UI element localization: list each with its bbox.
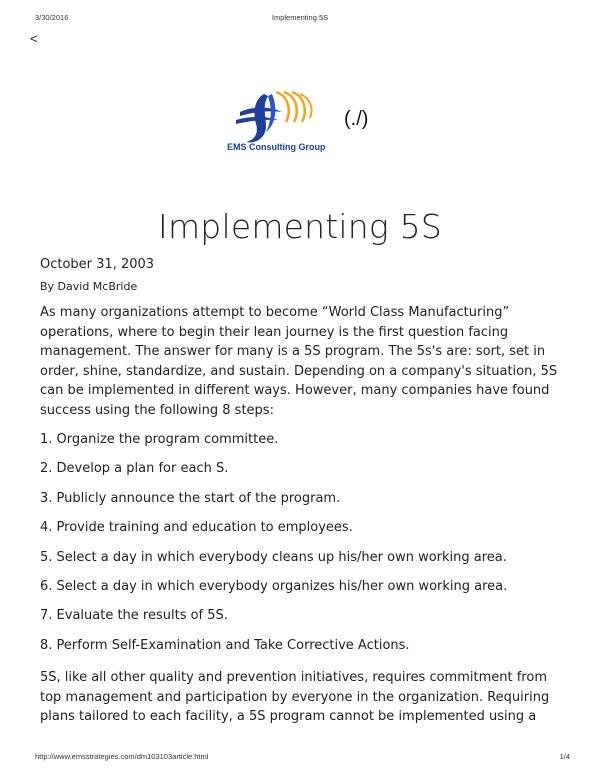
intro-line: can be implemented in different ways. However, many companies have found [40, 383, 550, 398]
step-item: 3. Publicly announce the start of the program. [40, 491, 341, 506]
closing-line: 5S, like all other quality and prevention initiatives, requires commitment from [40, 670, 547, 685]
closing-line: top management and participation by everyone in the organization. Requiring [40, 689, 550, 705]
page-title: Implementing 5S [158, 207, 442, 246]
company-logo[interactable] [226, 86, 344, 156]
ems-logo-icon [226, 86, 344, 156]
print-footer [0, 752, 600, 764]
intro-paragraph [40, 303, 562, 420]
print-date: 3/30/2016 [35, 13, 69, 22]
closing-paragraph [40, 668, 562, 727]
intro-line: success using the following 8 steps: [40, 402, 274, 418]
step-item: 6. Select a day in which everybody organizes his/her own working area. [40, 579, 508, 594]
page-number: 1/4 [559, 752, 570, 761]
intro-line: operations, where to begin their lean journey is the first question facing [40, 324, 509, 340]
article-date: October 31, 2003 [40, 257, 155, 272]
step-item: 7. Evaluate the results of 5S. [40, 608, 228, 623]
intro-line: order, shine, standardize, and sustain. Depending on a company's situation, 5S [40, 363, 558, 379]
print-header [0, 13, 600, 25]
logo-wordmark: EMS Consulting Group [227, 142, 326, 152]
step-item: 4. Provide training and education to employees. [40, 520, 353, 535]
intro-line: As many organizations attempt to become “World Class Manufacturing” [40, 305, 510, 320]
article-byline: By David McBride [40, 280, 138, 293]
step-item: 8. Perform Self-Examination and Take Corrective Actions. [40, 638, 410, 653]
step-item: 1. Organize the program committee. [40, 432, 279, 447]
closing-line: plans tailored to each facility, a 5S program cannot be implemented using a [40, 709, 537, 724]
step-item: 5. Select a day in which everybody cleans up his/her own working area. [40, 550, 507, 565]
print-title: Implementing 5S [271, 13, 329, 22]
back-link[interactable]: < [30, 31, 38, 46]
print-url: http://www.emsstrategies.com/dm103103article.html [35, 752, 209, 761]
intro-line: management. The answer for many is a 5S program. The 5s's are: sort, set in [40, 344, 546, 359]
step-item: 2. Develop a plan for each S. [40, 461, 229, 476]
logo-link[interactable]: (./) [344, 108, 369, 130]
